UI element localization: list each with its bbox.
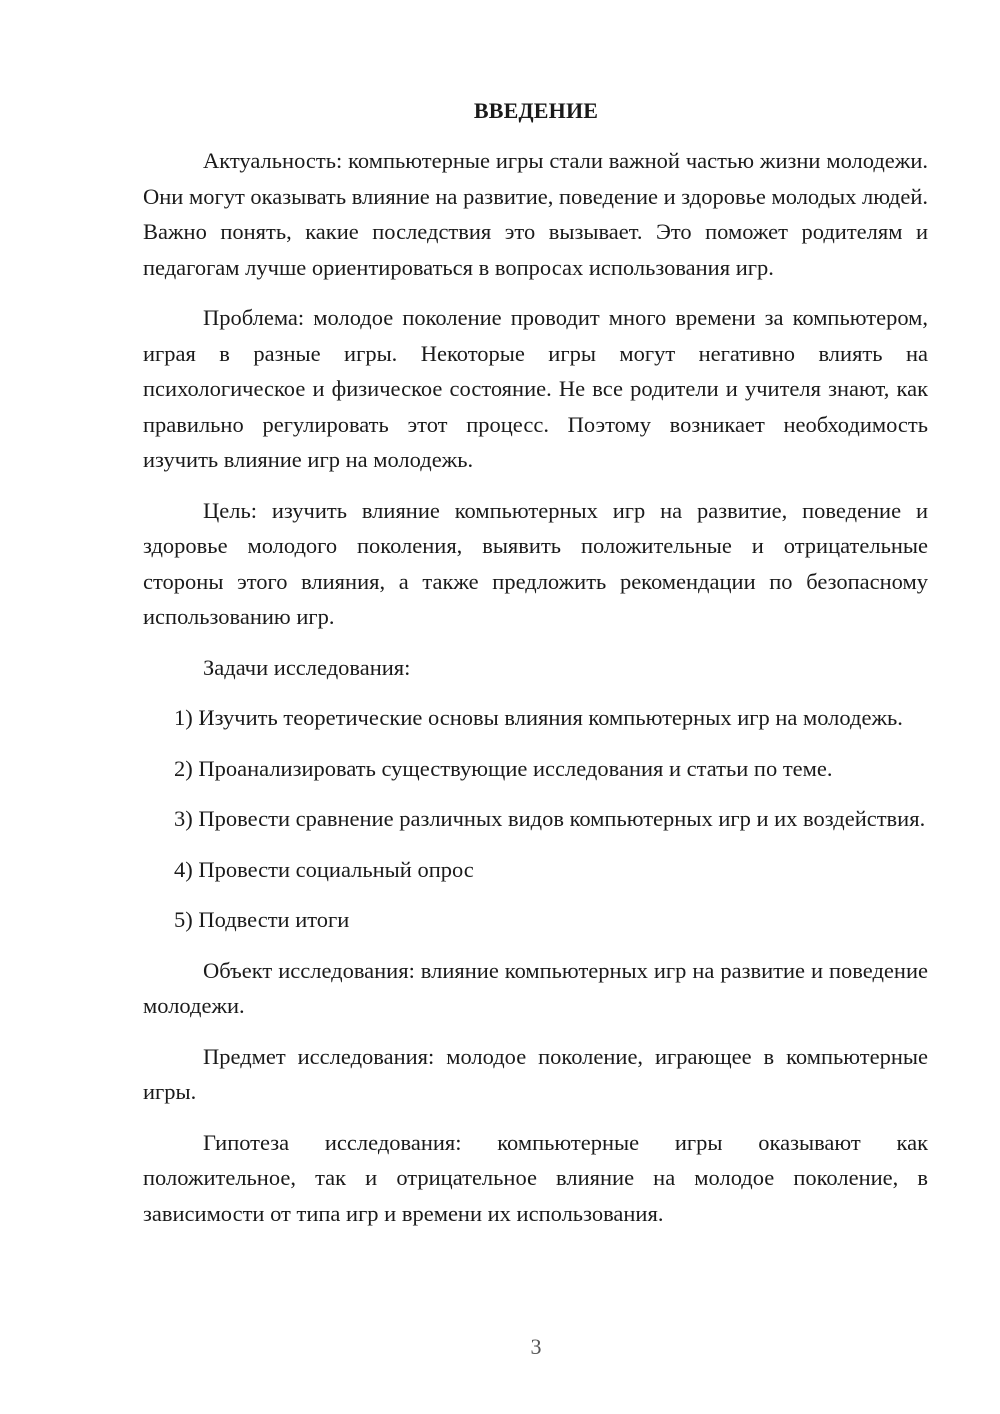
- task-item: 5) Подвести итоги: [174, 907, 350, 932]
- task-item: 3) Провести сравнение различных видов компьютерных игр и их воздействия.: [174, 806, 926, 831]
- task-item: 2) Проанализировать существующие исследования и статьи по теме.: [174, 755, 833, 781]
- paragraph-hypothesis: Гипотеза исследования: компьютерные игры оказывают как положительное, так и отрицательное влияние на молодое поколение, в зависимости от типа игр и времени их использования.: [143, 1129, 928, 1226]
- paragraph-subject: Предмет исследования: молодое поколение, играющее в компьютерные игры.: [143, 1043, 928, 1104]
- paragraph-relevance: Актуальность: компьютерные игры стали важной частью жизни молодежи. Они могут оказывать влияние на развитие, поведение и здоровье молодых людей. Важно понять, какие последствия это вызывает. Это поможет родителям и педагогам лучше ориентироваться в вопросах использования игр.: [143, 148, 928, 280]
- document-body: [143, 143, 928, 1231]
- paragraph-tasks-intro: Задачи исследования:: [203, 654, 411, 680]
- paragraph-goal: Цель: изучить влияние компьютерных игр на развитие, поведение и здоровье молодого поколения, выявить положительные и отрицательные стороны этого влияния, а также предложить рекомендации по безопасному использованию игр.: [143, 497, 928, 629]
- paragraph-problem: Проблема: молодое поколение проводит много времени за компьютером, играя в разные игры. Некоторые игры могут негативно влиять на психологическое и физическое состояние. Не все родители и учителя знают, как правильно регулировать этот процесс. Поэтому возникает необходимость изучить влияние игр на молодежь.: [143, 305, 928, 472]
- task-item: 1) Изучить теоретические основы влияния компьютерных игр на молодежь.: [174, 705, 903, 730]
- paragraph-object: Объект исследования: влияние компьютерных игр на развитие и поведение молодежи.: [143, 957, 928, 1018]
- page-number: 3: [530, 1334, 542, 1359]
- section-heading: ВВЕДЕНИЕ: [473, 98, 599, 123]
- task-item: 4) Провести социальный опрос: [174, 856, 474, 882]
